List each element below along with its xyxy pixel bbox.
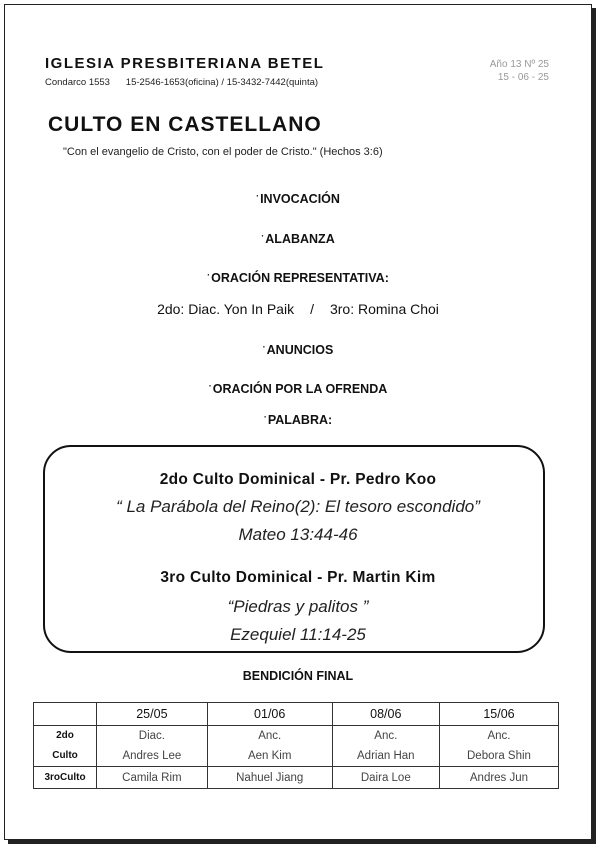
schedule-cell: Anc. Aen Kim bbox=[207, 726, 332, 767]
oracion-separator: / bbox=[310, 301, 314, 317]
schedule-row-3ro bbox=[34, 767, 559, 789]
sermon-2do-title: “ La Parábola del Reino(2): El tesoro escondido” bbox=[116, 497, 480, 516]
order-bendicion: BENDICIÓN FINAL bbox=[242, 669, 354, 683]
oracion-names bbox=[5, 301, 591, 317]
bulletin-page bbox=[4, 4, 592, 840]
order-alabanza: ·ALABANZA bbox=[261, 231, 335, 246]
sermon-2do-heading: 2do Culto Dominical - Pr. Pedro Koo bbox=[159, 471, 437, 488]
schedule-cell: Andres Jun bbox=[439, 767, 558, 789]
theme-verse: "Con el evangelio de Cristo, con el poder de Cristo." (Hechos 3:6) bbox=[63, 146, 383, 158]
oracion-2do: 2do: Diac. Yon In Paik bbox=[157, 301, 295, 317]
schedule-date: 08/06 bbox=[332, 703, 439, 726]
order-anuncios: ·ANUNCIOS bbox=[262, 342, 334, 357]
order-ofrenda: ·ORACIÓN POR LA OFRENDA bbox=[208, 381, 388, 396]
oracion-3ro: 3ro: Romina Choi bbox=[329, 301, 439, 317]
sermon-3ro-heading: 3ro Culto Dominical - Pr. Martin Kim bbox=[160, 569, 436, 586]
issue-info bbox=[490, 58, 549, 84]
schedule-date: 01/06 bbox=[207, 703, 332, 726]
schedule-cell: Anc. Debora Shin bbox=[439, 726, 558, 767]
church-name: IGLESIA PRESBITERIANA BETEL bbox=[45, 55, 325, 72]
church-contact: Condarco 1553 15-2546-1653(oficina) / 15-3432-7442(quinta) bbox=[45, 77, 319, 88]
schedule-cell: Camila Rim bbox=[97, 767, 208, 789]
schedule-row-label: 3roCulto bbox=[34, 767, 97, 789]
sermon-3ro-reference: Ezequiel 11:14-25 bbox=[230, 625, 366, 644]
schedule-date: 15/06 bbox=[439, 703, 558, 726]
schedule-row-2do bbox=[34, 726, 559, 767]
schedule-cell: Daira Loe bbox=[332, 767, 439, 789]
order-palabra: ·PALABRA: bbox=[263, 412, 333, 427]
schedule-row-label: 2do Culto bbox=[34, 726, 97, 767]
service-title: CULTO EN CASTELLANO bbox=[48, 113, 322, 136]
schedule-date: 25/05 bbox=[97, 703, 208, 726]
schedule-cell: Nahuel Jiang bbox=[207, 767, 332, 789]
schedule-corner bbox=[34, 703, 97, 726]
sermon-3ro-title: “Piedras y palitos ” bbox=[227, 597, 369, 616]
schedule-header-row bbox=[34, 703, 559, 726]
schedule-cell: Anc. Adrian Han bbox=[332, 726, 439, 767]
issue-date: 15 - 06 - 25 bbox=[497, 72, 549, 83]
order-oracion: ·ORACIÓN REPRESENTATIVA: bbox=[207, 270, 389, 285]
order-invocacion: ·INVOCACIÓN bbox=[256, 191, 340, 206]
issue-number: Año 13 Nº 25 bbox=[489, 59, 549, 70]
service-schedule-table bbox=[33, 702, 559, 789]
sermon-2do-reference: Mateo 13:44-46 bbox=[238, 525, 358, 544]
schedule-cell: Diac. Andres Lee bbox=[97, 726, 208, 767]
